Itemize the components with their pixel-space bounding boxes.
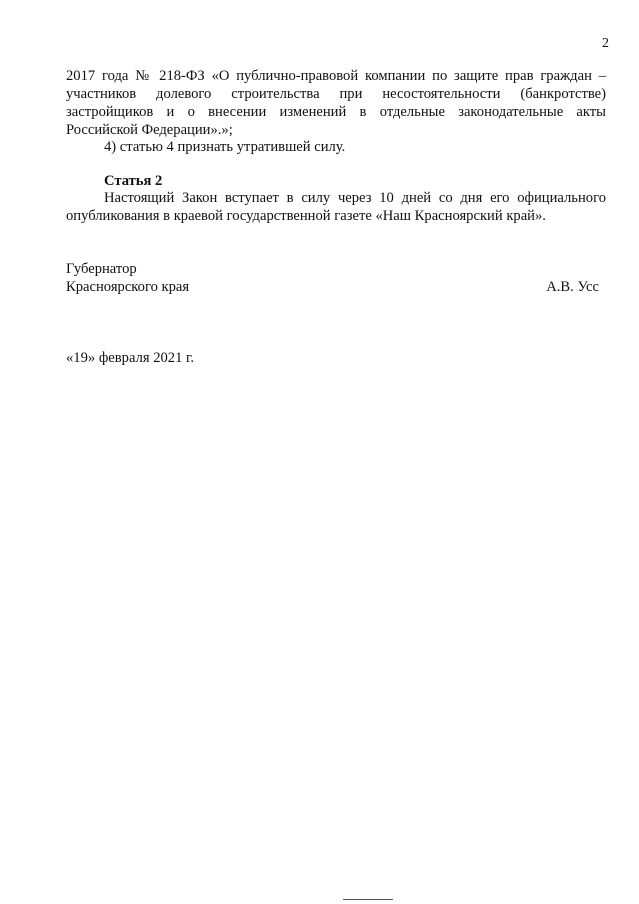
signing-date: «19» февраля 2021 г. [66, 350, 195, 366]
paragraph-line: застройщиков и о внесении изменений в отдельные законодательные акты [66, 104, 606, 120]
page-number: 2 [602, 36, 609, 51]
signatory-title-line: Губернатор [66, 261, 137, 277]
signatory-name: А.В. Усс [546, 279, 599, 295]
article-1-continued-paragraph [66, 67, 606, 139]
signatory-title [66, 260, 189, 296]
paragraph-line: опубликования в краевой государственной газете «Наш Красноярский край». [66, 208, 546, 224]
article-2-heading: Статья 2 [104, 173, 163, 189]
paragraph-line: участников долевого строительства при несостоятельности (банкротстве) [66, 86, 606, 102]
paragraph-line: Настоящий Закон вступает в силу через 10 дней со дня его официального [104, 190, 606, 206]
item-4: 4) статью 4 признать утратившей силу. [104, 139, 346, 155]
paragraph-line: 2017 года № 218-ФЗ «О публично-правовой компании по защите прав граждан – [66, 68, 606, 84]
signatory-title-line: Красноярского края [66, 279, 190, 295]
footer-rule [343, 899, 393, 900]
paragraph-line: Российской Федерации».»; [66, 122, 233, 138]
article-2-body [66, 189, 606, 225]
